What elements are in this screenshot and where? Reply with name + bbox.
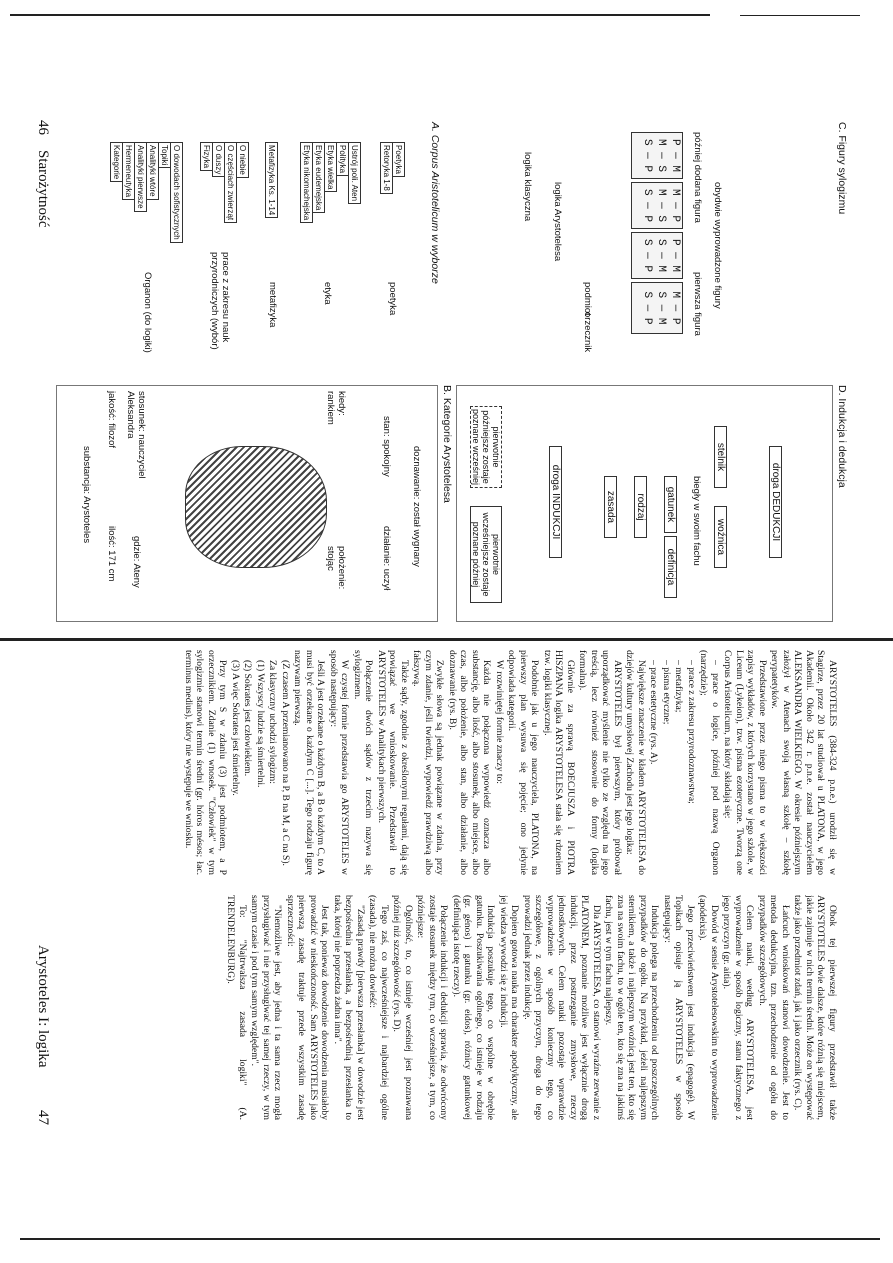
figure-1 [631, 282, 683, 334]
panel-c [93, 122, 423, 372]
pierwotnie-pozniejsze-box: pierwotnie późniejsze zostaje poznane wcześniej [470, 406, 502, 488]
figure-4-row: S — P [641, 138, 653, 172]
panel-c-caption: C. Figury sylogizmu [836, 122, 848, 215]
panel-b [56, 385, 438, 622]
paragraph: Indukcja poszukuje tego, co wspólne w obrębie gatunku. Poszukiwania ogólnego, co istnieje w rodzaju (gr. génos) i gatunku (gr. eidos), różnicy gatunkowej (definiująca istotę rzeczy). [451, 895, 497, 1120]
left-page-number: 46 [35, 120, 51, 135]
paragraph: Tego zaś, co najwcześniejsze i najbardziej ogólne (zasada), nie można dowieść: [367, 895, 390, 1120]
paragraph: Jego przeciwieństwem jest indukcja (epagogé). W Topikach opisuje ją ARYSTOTELES w sposób następujący: [662, 895, 696, 1120]
gatunek-box: gatunek [664, 476, 677, 533]
right-page-number: 47 [35, 1110, 51, 1125]
panel-b-caption: B. Kategorie Arystotelesa [441, 385, 453, 503]
paragraph: Ogólność, to, co istnieje wcześniej jest poznawana później niż szczegółowość (rys. D). [391, 895, 414, 1120]
organon-label: Organon (do logiki) [142, 272, 153, 353]
figure-2 [631, 232, 683, 279]
paragraph: (1) Wszyscy ludzie są śmiertelni. [255, 660, 266, 788]
panel-d [456, 385, 833, 622]
droga-dedukcji-box: droga DEDUKCJI [769, 446, 782, 558]
book-analityki-pierwsze: Analityki pierwsze [134, 142, 147, 212]
cat-gdzie: gdzie: Ateny [131, 536, 142, 588]
paragraph: To: "Najtrwalsza zasada logiki" (A. TRENDELENBURG). [225, 895, 248, 1120]
cat-stan: stan: spokojny [381, 416, 392, 477]
figure-3-row: M — P [669, 188, 681, 222]
paragraph: Zwykłe słowa są jednak powiązane w zdania, przy czym zdanie, jeśli twierdzi, wypowiedź prawdziwą albo fałszywą. [411, 650, 446, 875]
figure-4-label: później dodana figura [692, 132, 703, 223]
paragraph: Dowód w sensie Arystotelesowskim to wyprowadzenie (apódeixis). [697, 895, 720, 1120]
paragraph: Dopiero gotowa nauka ma charakter apodyktyczny, ale jej wiedza wywodzi się z indukcji. [498, 895, 521, 1120]
book-kategorie: Kategorie [110, 142, 123, 182]
panel-d-caption: D. Indukcja i dedukcja [836, 385, 848, 488]
book-etyka-wielka: Etyka wielka [324, 142, 337, 192]
etyka-label: etyka [322, 282, 333, 305]
woznica-box: woźnica [714, 506, 727, 568]
paragraph: "Zasadą prawdy [pierwsza przesłanka] w dowodzie jest bezpośrednia przesłanka, a bezpośrednią przesłanka to taka, której nie poprzedza żadna inna". [332, 895, 366, 1120]
figure-4-row: P — M [669, 138, 681, 172]
paragraph: – prace z zakresu przyrodoznawstwa; [686, 660, 697, 804]
paragraph: W rozwiniętej formie znaczy to: [494, 660, 505, 784]
book-o-niebie: O niebie [236, 142, 249, 178]
paragraph: – pisma etyczne; [661, 660, 672, 725]
book-etyka-eudemejska: Etyka eudemejska [312, 142, 325, 213]
panel-a-caption: A. Corpus Aristotelicum w wyborze [429, 122, 441, 284]
figure-3-row: S — P [641, 188, 653, 222]
obydwie-label: obydwie wyprowadzone figury [712, 182, 723, 309]
paragraph: Łańcuch wnioskowań stanowi dowodzenie. Jest to metoda dedukcyjna, tzn. przechodzenie od ogółu do przypadków szczegółowych. [757, 895, 791, 1120]
paragraph: Przedstawione przez niego pisma to w większości zapisy wykładów, z których korzystano w jego szkole, w Liceum (Lykeion), tzw. pisma ezoteryczne. Tworzą one Corpus Aristotelicum, na który składają się: [722, 650, 768, 875]
cat-kiedy: kiedy: rankiem [325, 391, 347, 425]
book-analityki-wtore: Analityki wtóre [146, 142, 159, 200]
figure-4-row: M — S [655, 138, 667, 172]
logika-klasyczna-label: logika klasyczna [522, 152, 533, 222]
poetyka-label: poetyka [387, 282, 398, 316]
book-fizyka: Fizyka [200, 142, 213, 171]
definicja-box: definicja [664, 536, 677, 598]
biegly-label: biegły w swoim fachu [691, 476, 702, 566]
book-metafizyka: Metafizyka Ks. 1-14 [265, 142, 278, 218]
book-o-czesciach: O częściach zwierząt [224, 142, 237, 223]
book-retoryka: Retoryka 1-8 [380, 142, 393, 194]
figure-2-row: P — M [669, 238, 681, 272]
figure-1-row: S — P [641, 291, 653, 325]
book-polityka: Polityka [336, 142, 349, 176]
paragraph: ARYSTOTELES był pierwszym, który próbował uporządkować myślenie nie tylko ze względu na jego treścią, lecz również stosownie do formy (logika formalna). [577, 650, 623, 875]
book-o-dowodach: O dowodach sofistycznych [170, 142, 183, 243]
paragraph: Połączenie dwóch sądów z trzecim nazywa się sylogizmem. [352, 650, 375, 875]
paragraph: Podobnie jak u jego nauczyciela, PLATONA, na pierwszy plan wysuwa się pojęcie; ono jedynie odpowiada kategorii. [506, 650, 541, 875]
paragraph: (Z czasem A przemianowano na P, B na M, a C na S). [280, 660, 291, 866]
left-running-head: Starożytność [35, 150, 51, 228]
figure-1-row: M — P [669, 291, 681, 325]
stelnik-box: stelnik [714, 426, 727, 488]
cat-dzialanie: działanie: uczył [381, 526, 392, 591]
aristotle-head-illustration [185, 446, 327, 568]
book-topiki: Topiki [158, 142, 171, 168]
paragraph: Jeśli A jest orzekane o każdym B, a B o każdym C, to A musi być orzekane o każdym C [...]. Tego rodzaju figurę nazywam pierwszą. [292, 650, 327, 875]
droga-indukcji-box: droga INDUKCJI [549, 446, 562, 558]
paragraph: ARYSTOTELES (384-324 p.n.e.) urodził się w Stagirze, przez 20 lat studiował u PLATONA, w jego Akademii. Około 342 r. p.n.e. został nauczycielem ALEKSANDRA WIELKIEGO. W okresie późniejszym założył w Atenach swoją własną szkołę – szkołę perypatetyków. [769, 650, 838, 875]
paragraph: (2) Sokrates jest człowiekiem. [242, 660, 254, 777]
right-column-1 [58, 650, 838, 875]
panel-c-figures [463, 122, 833, 372]
paragraph: Dla ARYSTOTELESA, co stanowi wyraźne zerwanie z PLATONEM, poznanie możliwe jest wyłącznie drogą indukcji, przez postrzeganie zmysłowe, rzeczy jednostkowych. Celem nauki pozostaje wprawdzie wyprowadzenie w sposób konieczny tego, co szczegółowe, z ogólnych przyczyn, droga do tego prowadzi jednak przez indukcję. [522, 895, 602, 1120]
paragraph: Przy tym S w zdaniu (3) jest podmiotem, a P orzecznikiem. Zdanie (1) wnosek. "Człowiek" w tym sylogizmie stanowi termin średni (gr. hóros mésos; łac. terminus medius), który nie występuje we wniosku. [183, 650, 229, 875]
figure-1-row: S — M [655, 291, 667, 325]
paragraph: Obok tej pierwszej figury przedstawił także ARYSTOTELES dwie dalsze, które różnią się miejscem, jakie zajmuje w nich termin średni. Może on występować także jako przedmiot zdań, jak i jako orzecznik (rys. C). [792, 895, 838, 1120]
logika-arystotelesa-label: logika Arystotelesa [552, 182, 563, 262]
metafizyka-label: metafizyka [267, 282, 278, 328]
book-poetyka: Poetyka [392, 142, 405, 177]
paragraph: Każda nie połączona wypowiedź oznacza albo substancję, albo ilość, albo stosunek, albo miejsce, albo czas, albo położenie, albo stan, albo działanie, albo doznawanie (rys. B). [447, 650, 493, 875]
zasada-box: zasada [604, 476, 617, 538]
cat-ilosc: ilość: 171 cm [106, 526, 117, 582]
figure-2-row: S — P [641, 238, 653, 272]
nature-label: prace z zakresu nauk przyrodniczych (wybór) [209, 252, 231, 350]
book-o-duszy: O duszy [212, 142, 225, 177]
figure-1-label: pierwsza figura [692, 272, 703, 336]
cat-substancja: substancja: Arystoteles [81, 446, 92, 544]
paragraph: Celem nauki, według ARYSTOTELESA, jest wyprowadzenie w sposób logiczny, stanu faktycznego z jego przyczyn (gr. aitia). [721, 895, 756, 1120]
figure-3 [631, 182, 683, 229]
rodzaj-box: rodzaj [634, 476, 647, 538]
right-running-head: Arystoteles I: logika [35, 945, 51, 1068]
paragraph: Połączenie indukcji i dedukcji sprawia, że odwrócony zostaje stosunek między tym, co wcześniejsze, a tym, co późniejsze: [415, 895, 450, 1120]
book-ustroj-aten: Ustrój poli. Aten [348, 142, 361, 204]
paragraph: Indukcja polega na przechodzeniu od poszczególnych przypadków do ogółu. Na przykład, jeżeli najlepszym sternikiem, a także i najlepszym woźnicą jest ten, kto się zna na swoim fachu, to w ogóle ten, kto się zna na jakimś fachu, jest w tym fachu najlepszy. [603, 895, 661, 1120]
right-column-2 [58, 895, 838, 1120]
paragraph: W czystej formie przedstawia go ARYSTOTELES w sposób następujący: [328, 650, 351, 875]
paragraph: Największe znaczenie w kładem ARYSTOTELESA do dziejów kultury umysłowej Zachodu jest jego logika: [624, 650, 647, 875]
orzecznik-label: orzecznik [582, 312, 593, 353]
paragraph: "Niemożliwe jest, aby jedna i ta sama rzecz mogła przysługiwać i nie przysługiwać tej samej rzeczy, w tym samym czasie i pod tym samym względem". [249, 895, 284, 1120]
paragraph: – prace estetyczne (rys. A). [648, 660, 660, 765]
paragraph: Także sądy, zgodnie z określonymi regułami, dają się powiązać we wnioskowanie. Przedstawił to ARYSTOTELES w Analitykach pierwszych. [376, 650, 410, 875]
cat-doznawanie: doznawanie: został wygnany [411, 446, 422, 567]
paragraph: – prace o logice, później pod nazwą Organon (narzędzie); [698, 650, 721, 875]
figure-3-row: M — S [655, 188, 667, 222]
figure-4 [631, 132, 683, 179]
book-etyka-nikomachejska: Etyka nikomachejska [300, 142, 313, 223]
cat-jakosc: jakość: filozof [106, 391, 117, 449]
figure-2-row: S — M [655, 238, 667, 272]
pierwotnie-wczesniejsze-box: pierwotnie wcześniejsze zostaje poznane później [470, 506, 502, 603]
paragraph: Głównie za sprawą BOECJUSZA i PIOTRA HISZPANA logika ARYSTOTELESA stała się rdzeniem tzw. logiki klasycznej. [542, 650, 576, 875]
paragraph: Jest tak, ponieważ dowodzenie dowodzenia musiałoby prowadzić w nieskończoność. Sam ARYSTOTELES jako pierwszą zasadę traktuje przede wszystkim zasadę sprzeczności: [285, 895, 331, 1120]
book-hermeneutyka: Hermeneutyka [122, 142, 135, 200]
cat-stosunek: stosunek: nauczyciel Aleksandra [125, 391, 147, 479]
paragraph: (3) A więc Sokrates jest śmiertelny. [230, 660, 241, 796]
cat-polozenie: położenie: stojąc [325, 546, 347, 590]
paragraph: Za klasyczny uchodzi sylogizm: [267, 660, 279, 784]
paragraph: – metafizyka; [673, 660, 685, 713]
podmiot-label: podmiot [582, 282, 593, 316]
